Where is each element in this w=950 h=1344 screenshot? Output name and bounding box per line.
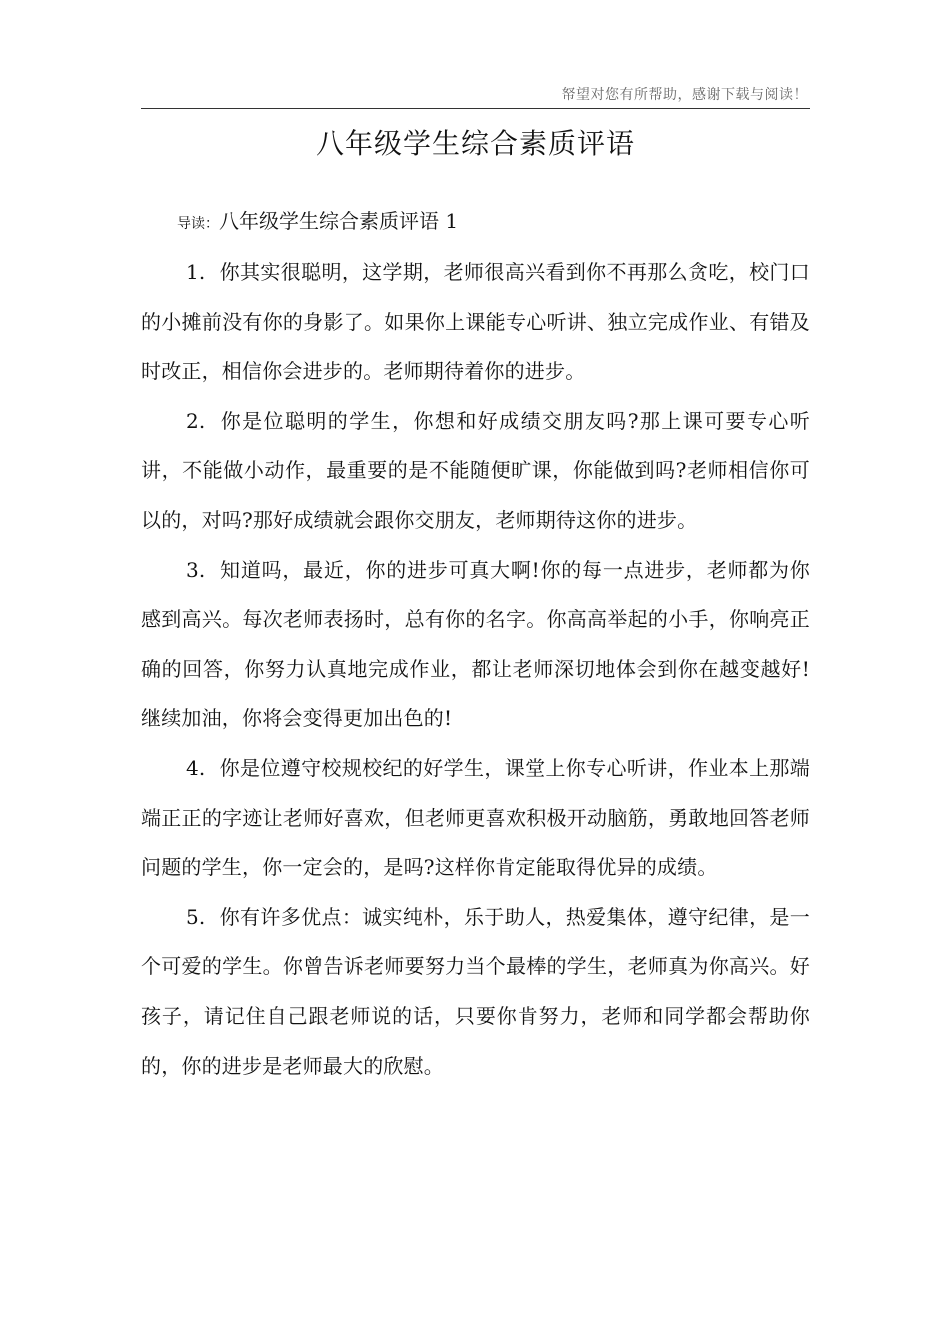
paragraph-1 xyxy=(141,248,810,397)
paragraph-number: 2. xyxy=(186,408,206,433)
paragraph-2 xyxy=(141,397,810,546)
paragraph-text: 知道吗，最近，你的进步可真大啊!你的每一点进步，老师都为你感到高兴。每次老师表扬时，总有你的名字。你高高举起的小手，你响亮正确的回答，你努力认真地完成作业，都让老师深切地体会到你在越变越好!继续加油，你将会变得更加出色的! xyxy=(141,557,810,731)
document-title: 八年级学生综合素质评语 xyxy=(315,127,635,160)
header-divider xyxy=(141,108,810,109)
paragraph-5 xyxy=(141,893,810,1091)
paragraph-text: 你是位聪明的学生，你想和好成绩交朋友吗?那上课可要专心听讲，不能做小动作，最重要的是不能随便旷课，你能做到吗?老师相信你可以的，对吗?那好成绩就会跟你交朋友，老师期待这你的进步。 xyxy=(141,408,810,532)
intro-line xyxy=(177,206,458,239)
intro-label: 导读： xyxy=(177,216,219,232)
paragraph-3 xyxy=(141,546,810,744)
paragraph-text: 你有许多优点：诚实纯朴，乐于助人，热爱集体，遵守纪律，是一个可爱的学生。你曾告诉老师要努力当个最棒的学生，老师真为你高兴。好孩子，请记住自己跟老师说的话，只要你肯努力，老师和同学都会帮助你的，你的进步是老师最大的欣慰。 xyxy=(141,904,810,1078)
paragraph-number: 1. xyxy=(186,260,206,284)
document-body xyxy=(141,248,810,1091)
paragraph-text: 你其实很聪明，这学期，老师很高兴看到你不再那么贪吃，校门口的小摊前没有你的身影了。如果你上课能专心听讲、独立完成作业、有错及时改正，相信你会进步的。老师期待着你的进步。 xyxy=(141,260,810,384)
paragraph-number: 3. xyxy=(186,557,206,582)
paragraph-4 xyxy=(141,744,810,893)
paragraph-text: 你是位遵守校规校纪的好学生，课堂上你专心听讲，作业本上那端端正正的字迹让老师好喜欢，但老师更喜欢积极开动脑筋，勇敢地回答老师问题的学生，你一定会的，是吗?这样你肯定能取得优异的成绩。 xyxy=(141,755,810,880)
paragraph-number: 5. xyxy=(186,904,206,929)
paragraph-number: 4. xyxy=(186,755,206,780)
header-note: 帑望对您有所帮助，感谢下载与阅读！ xyxy=(561,87,808,103)
intro-text: 八年级学生综合素质评语 1 xyxy=(219,209,459,233)
